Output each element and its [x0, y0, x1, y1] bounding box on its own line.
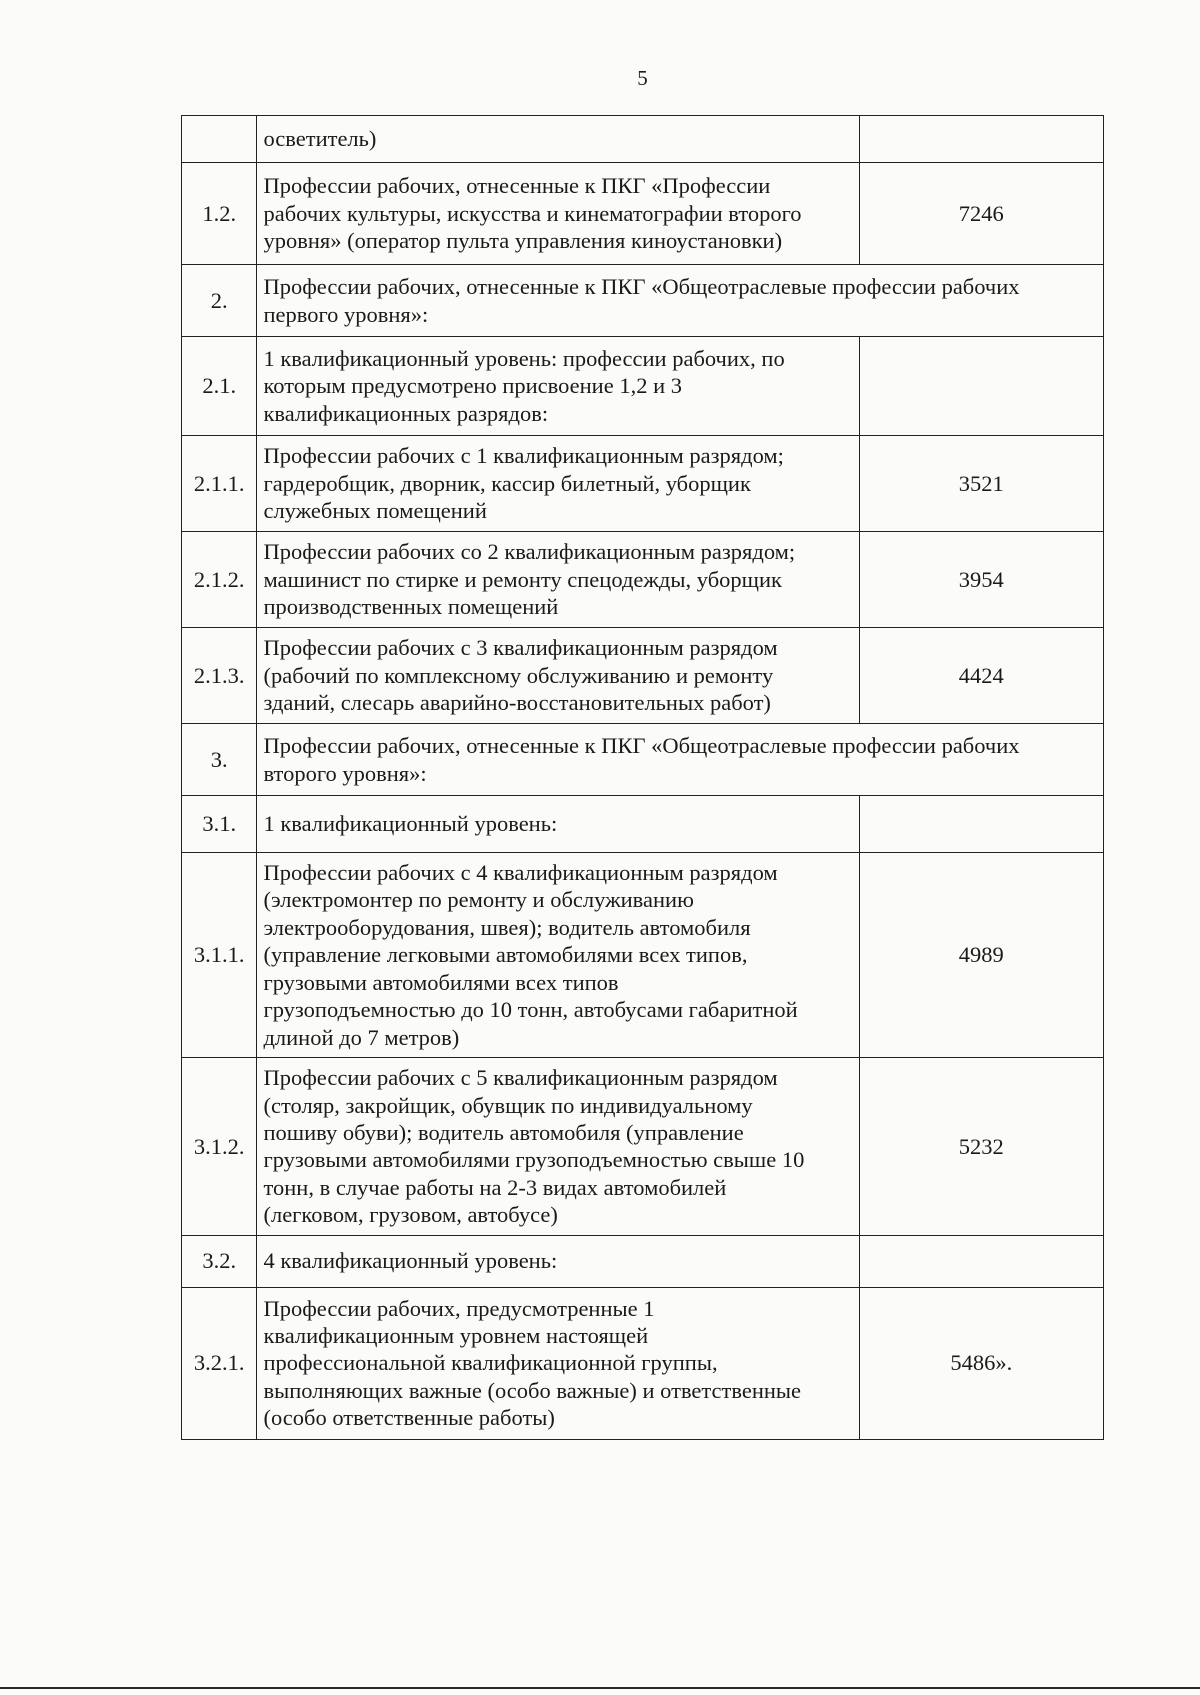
table-row [182, 337, 1104, 436]
description-line: которым предусмотрено присвоение 1,2 и 3 [263, 373, 683, 399]
row-number: 2.1.3. [182, 628, 257, 724]
row-salary-value: 5486». [859, 1287, 1103, 1439]
row-description [257, 628, 859, 724]
row-number: 3.1.2. [182, 1058, 257, 1236]
table-row [182, 724, 1104, 796]
page-bottom-rule [0, 1687, 1200, 1689]
row-description [257, 337, 859, 436]
description-line: уровня» (оператор пульта управления киноустановки) [263, 228, 783, 254]
row-description [257, 724, 1104, 796]
row-description [257, 1058, 859, 1236]
row-number: 1.2. [182, 163, 257, 265]
description-line: (рабочий по комплексному обслуживанию и ремонту [263, 662, 774, 688]
row-number: 3.1. [182, 796, 257, 853]
row-number: 3. [182, 724, 257, 796]
description-line: квалификационных разрядов: [263, 400, 549, 426]
row-salary-value: 3521 [859, 436, 1103, 532]
row-number: 2. [182, 265, 257, 337]
table-row [182, 532, 1104, 628]
description-line: 1 квалификационный уровень: профессии рабочих, по [263, 345, 785, 371]
description-line: Профессии рабочих с 3 квалификационным разрядом [263, 635, 778, 661]
description-line: Профессии рабочих, предусмотренные 1 [263, 1295, 655, 1321]
row-number: 2.1.2. [182, 532, 257, 628]
row-number: 3.2. [182, 1235, 257, 1287]
row-description [257, 853, 859, 1058]
table-row [182, 628, 1104, 724]
description-line: тонн, в случае работы на 2-3 видах автомобилей [263, 1174, 727, 1200]
description-line: производственных помещений [263, 594, 559, 620]
description-line: Профессии рабочих с 5 квалификационным разрядом [263, 1065, 778, 1091]
description-line: (легковом, грузовом, автобусе) [263, 1202, 558, 1228]
row-salary-value [859, 337, 1103, 436]
description-line: гардеробщик, дворник, кассир билетный, уборщик [263, 470, 751, 496]
row-number [182, 116, 257, 163]
row-salary-value: 3954 [859, 532, 1103, 628]
row-number: 3.1.1. [182, 853, 257, 1058]
table-row [182, 1235, 1104, 1287]
page-number: 5 [637, 66, 648, 90]
description-line: Профессии рабочих, отнесенные к ПКГ «Общеотраслевые профессии рабочих [263, 733, 1020, 759]
description-line: Профессии рабочих, отнесенные к ПКГ «Общеотраслевые профессии рабочих [263, 274, 1020, 300]
row-salary-value [859, 796, 1103, 853]
row-description [257, 436, 859, 532]
description-line: грузоподъемностью до 10 тонн, автобусами габаритной [263, 997, 798, 1023]
description-line: рабочих культуры, искусства и кинематографии второго [263, 200, 802, 226]
description-line: квалификационным уровнем настоящей [263, 1323, 649, 1349]
description-line: электрооборудования, швея); водитель автомобиля [263, 914, 751, 940]
table-row [182, 436, 1104, 532]
description-line: Профессии рабочих с 4 квалификационным разрядом [263, 860, 778, 885]
row-description [257, 532, 859, 628]
description-line: служебных помещений [263, 498, 487, 524]
description-line: (столяр, закройщик, обувщик по индивидуальному [263, 1092, 753, 1118]
description-line: грузовыми автомобилями всех типов [263, 969, 619, 995]
description-line: пошиву обуви); водитель автомобиля (управление [263, 1119, 744, 1145]
description-line: Профессии рабочих с 1 квалификационным разрядом; [263, 443, 784, 469]
description-line: машинист по стирке и ремонту спецодежды, уборщик [263, 566, 782, 592]
row-number: 2.1.1. [182, 436, 257, 532]
description-line: Профессии рабочих со 2 квалификационным разрядом; [263, 539, 796, 565]
row-salary-value: 4424 [859, 628, 1103, 724]
row-description [257, 796, 859, 853]
table-row [182, 163, 1104, 265]
description-line: длиной до 7 метров) [263, 1024, 460, 1050]
description-line: зданий, слесарь аварийно-восстановительных работ) [263, 690, 771, 716]
description-line: (особо ответственные работы) [263, 1405, 555, 1431]
row-description [257, 116, 859, 163]
row-salary-value [859, 116, 1103, 163]
description-line: грузовыми автомобилями грузоподъемностью свыше 10 [263, 1147, 805, 1173]
row-description [257, 163, 859, 265]
row-description [257, 1287, 859, 1439]
row-salary-value: 5232 [859, 1058, 1103, 1236]
table-row [182, 1058, 1104, 1236]
table-row [182, 1287, 1104, 1439]
row-number: 2.1. [182, 337, 257, 436]
description-line: второго уровня»: [263, 760, 427, 786]
row-description [257, 265, 1104, 337]
row-salary-value: 4989 [859, 853, 1103, 1058]
description-line: (управление легковыми автомобилями всех типов, [263, 942, 748, 968]
row-salary-value [859, 1235, 1103, 1287]
table-row [182, 116, 1104, 163]
description-line: осветитель) [263, 126, 377, 152]
table-row [182, 265, 1104, 337]
description-line: 4 квалификационный уровень: [263, 1248, 558, 1274]
description-line: Профессии рабочих, отнесенные к ПКГ «Профессии [263, 173, 771, 199]
table-row [182, 853, 1104, 1058]
description-line: профессиональной квалификационной группы, [263, 1350, 718, 1376]
row-salary-value: 7246 [859, 163, 1103, 265]
description-line: выполняющих важные (особо важные) и ответственные [263, 1377, 802, 1403]
description-line: (электромонтер по ремонту и обслуживанию [263, 887, 694, 913]
row-description [257, 1235, 859, 1287]
description-line: 1 квалификационный уровень: [263, 811, 558, 837]
description-line: первого уровня»: [263, 301, 429, 327]
table-row [182, 796, 1104, 853]
row-number: 3.2.1. [182, 1287, 257, 1439]
wage-table [181, 115, 1104, 1440]
